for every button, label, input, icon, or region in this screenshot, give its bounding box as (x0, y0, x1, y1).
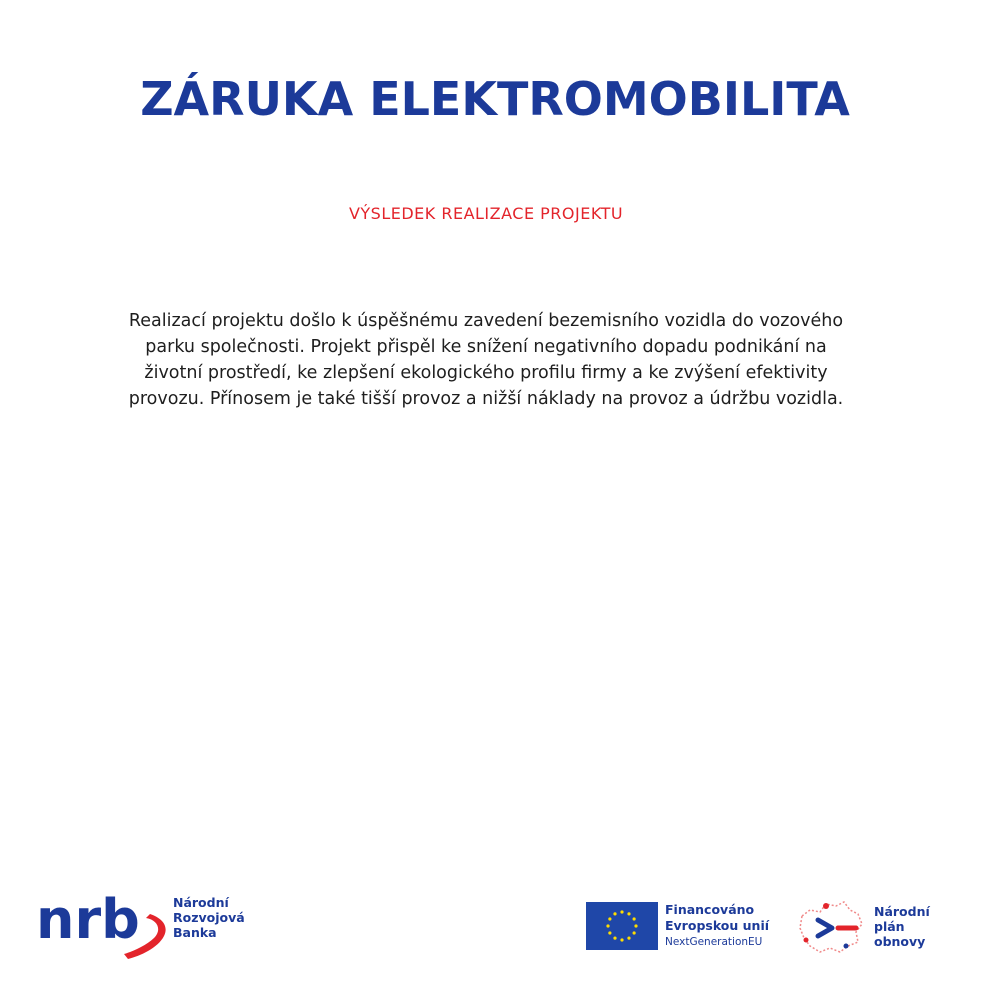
eu-text (665, 902, 769, 950)
nrb-line-3: Banka (173, 925, 217, 940)
result-paragraph: Realizací projektu došlo k úspěšnému zavedení bezemisního vozidla do vozového parku společnosti. Projekt přispěl ke snížení negativního dopadu podnikání na životní prostředí, ke zlepšení ekologického profilu firmy a ke zvýšení efektivity provozu. Přínosem je také tišší provoz a nižší náklady na provoz a údržbu vozidla. (128, 311, 844, 409)
nrb-logo (28, 880, 268, 960)
eu-star (627, 912, 630, 915)
eu-line-3: NextGenerationEU (665, 936, 763, 948)
eu-star (613, 937, 616, 940)
eu-line-1: Financováno (665, 902, 755, 917)
npo-logo (796, 896, 966, 960)
eu-star (606, 924, 609, 927)
nrb-mark-text: nrb (36, 888, 140, 951)
nrb-name (173, 895, 245, 940)
eu-star (613, 912, 616, 915)
eu-line-2: Evropskou unií (665, 918, 770, 933)
npo-logo-icon (796, 896, 866, 958)
npo-line-2: plán (874, 919, 905, 934)
eu-funding-logo (586, 902, 786, 952)
eu-star (620, 938, 623, 941)
npo-line-1: Národní (874, 904, 930, 919)
eu-star (627, 937, 630, 940)
eu-star (620, 910, 623, 913)
section-subtitle: VÝSLEDEK REALIZACE PROJEKTU (348, 204, 624, 223)
eu-star (634, 924, 637, 927)
nrb-line-1: Národní (173, 895, 229, 910)
eu-flag-icon (586, 902, 658, 950)
eu-star (608, 917, 611, 920)
nrb-line-2: Rozvojová (173, 910, 245, 925)
title-container (0, 72, 990, 126)
npo-text (874, 904, 930, 949)
nrb-logo-icon (36, 880, 171, 960)
eu-star (633, 931, 636, 934)
page-title: ZÁRUKA ELEKTROMOBILITA (140, 72, 850, 126)
eu-star (633, 917, 636, 920)
eu-star (608, 931, 611, 934)
npo-line-3: obnovy (874, 934, 926, 949)
